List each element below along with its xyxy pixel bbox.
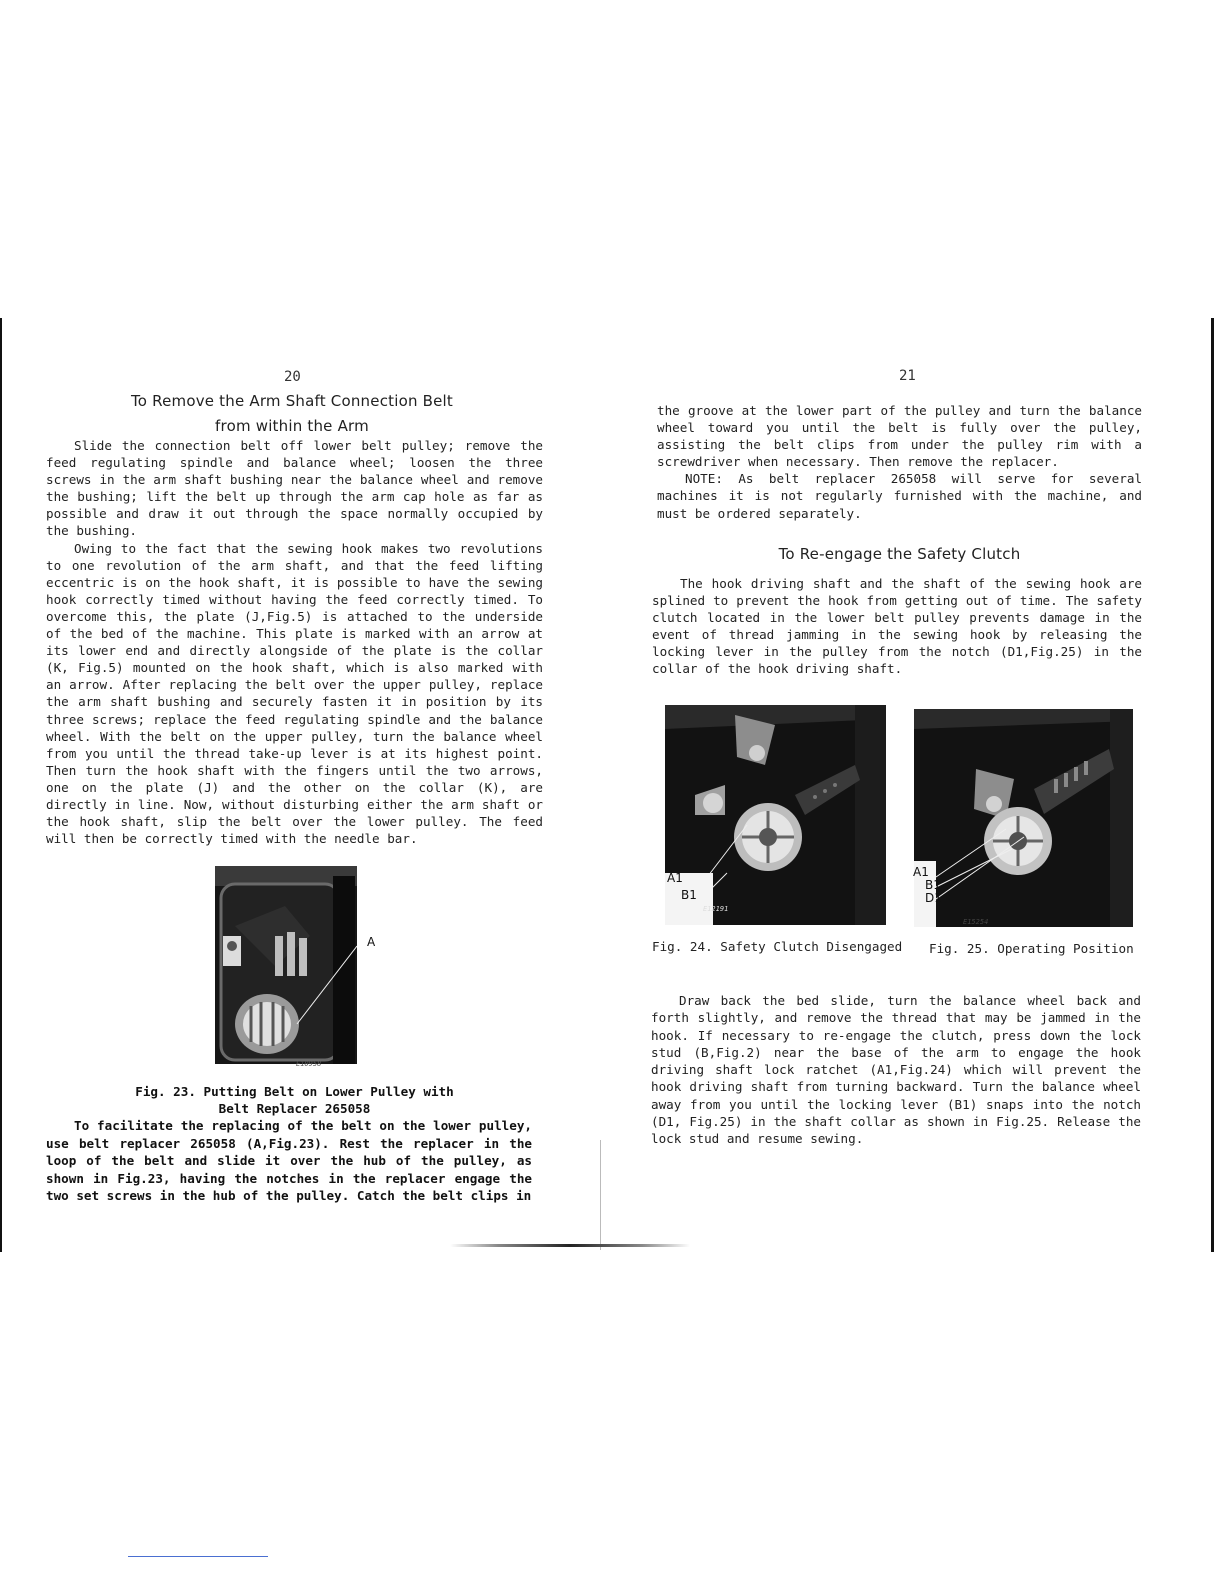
left-body-text bbox=[46, 437, 543, 847]
fig25-caption: Fig. 25. Operating Position bbox=[929, 941, 1134, 956]
fig25-label-d1: D1 bbox=[925, 891, 942, 905]
left-replacer-paragraph bbox=[46, 1117, 532, 1205]
fig25-illustration bbox=[914, 709, 1133, 927]
right-page-edge bbox=[1211, 318, 1214, 1252]
fig25-label-a1: A1 bbox=[913, 865, 929, 879]
fig24-photo bbox=[665, 705, 886, 925]
heading-left-line1: To Remove the Arm Shaft Connection Belt bbox=[130, 392, 454, 410]
heading-left-line2: from within the Arm bbox=[215, 417, 369, 435]
paragraph-continuation: the groove at the lower part of the pulley and turn the balance wheel toward you until the belt is fully over the pulley, assisting the belt clips from under the pulley rim with a screwdriver when necessary. Then remove the replacer. bbox=[657, 403, 1142, 470]
left-page-edge bbox=[0, 318, 2, 1252]
fig25-label-b1: B1 bbox=[925, 878, 941, 892]
fig23-label-a: A bbox=[367, 935, 376, 949]
binding-shadow bbox=[450, 1244, 690, 1247]
page-number-left: 20 bbox=[284, 369, 301, 385]
right-final-text bbox=[651, 992, 1141, 1148]
fig23-caption-line1: Fig. 23. Putting Belt on Lower Pulley with bbox=[135, 1084, 454, 1099]
right-top-text bbox=[657, 402, 1142, 522]
fig23-photo bbox=[215, 866, 357, 1064]
fig24-label-b1: B1 bbox=[681, 888, 697, 902]
fig24-illustration bbox=[665, 705, 886, 925]
right-clutch-text bbox=[652, 575, 1142, 678]
fig24-caption: Fig. 24. Safety Clutch Disengaged bbox=[652, 939, 903, 954]
paragraph-clutch: The hook driving shaft and the shaft of the sewing hook are splined to prevent the hook from getting out of time. The safety clutch located in the lower belt pulley prevents damage in the event of thread jamming in the sewing hook by releasing the locking lever in the pulley from the notch (D1,Fig.25) in the collar of the hook driving shaft. bbox=[652, 576, 1142, 677]
fig23-code: E10958 bbox=[296, 1060, 322, 1068]
fig25-code: E15254 bbox=[963, 918, 989, 926]
fig23-caption-line2: Belt Replacer 265058 bbox=[218, 1101, 371, 1116]
heading-safety-clutch: To Re-engage the Safety Clutch bbox=[778, 545, 1021, 563]
fig24-code: E12191 bbox=[703, 905, 729, 913]
gutter-line bbox=[600, 1140, 601, 1250]
paragraph-note: NOTE: As belt replacer 265058 will serve for several machines it is not regularly furnished with the machine, and must be ordered separately. bbox=[657, 471, 1142, 521]
fig24-label-a1: A1 bbox=[667, 871, 683, 885]
paragraph-reengage: Draw back the bed slide, turn the balance wheel back and forth slightly, and remove the thread that may be jammed in the hook. If necessary to re-engage the clutch, press down the lock stud (B,Fig.2) near the base of the arm to engage the hook driving shaft lock ratchet (A1,Fig.24) which will prevent the hook driving shaft from turning backward. Turn the balance wheel away from you until the locking lever (B1) snaps into the notch (D1, Fig.25) in the shaft collar as shown in Fig.25. Release the lock stud and resume sewing. bbox=[651, 993, 1141, 1147]
fig23-illustration bbox=[215, 866, 357, 1064]
paragraph-replacer: To facilitate the replacing of the belt on the lower pulley, use belt replacer 265058 (A,Fig.23). Rest the replacer in the loop of the belt and slide it over the hub of the pulley, as shown in Fig.23, having the notches in the replacer engage the two set screws in the hub of the pulley. Catch the belt clips in bbox=[46, 1118, 532, 1203]
paragraph-timing: Owing to the fact that the sewing hook makes two revolutions to one revolution of the arm shaft, and that the feed lifting eccentric is on the hook shaft, it is possible to have the sewing hook correctly timed without having the feed correctly timed. To overcome this, the plate (J,Fig.5) is attached to the underside of the bed of the machine. This plate is marked with an arrow at its lower end and directly alongside of the plate is the collar (K, Fig.5) mounted on the hook shaft, which is also marked with an arrow. After replacing the belt over the upper pulley, replace the arm shaft bushing and securely fasten it in position by its three screws; replace the feed regulating spindle and the balance wheel. With the belt on the upper pulley, turn the balance wheel from you until the thread take-up lever is at its highest point. Then turn the hook shaft with the fingers until the two arrows, one on the plate (J) and the other on the collar (K), are directly in line. Now, without disturbing either the arm shaft or the hook shaft, slip the belt over the lower pulley. The feed will then be correctly timed with the needle bar. bbox=[46, 540, 543, 847]
paragraph-remove-belt: Slide the connection belt off lower belt pulley; remove the feed regulating spindle and balance wheel; loosen the three screws in the arm shaft bushing near the balance wheel and remove the bushing; lift the belt up through the arm cap hole as far as possible and draw it out through the space normally occupied by the bushing. bbox=[46, 438, 543, 539]
fig25-photo bbox=[914, 709, 1133, 927]
page-number-right: 21 bbox=[899, 368, 916, 384]
stray-line bbox=[128, 1556, 268, 1557]
